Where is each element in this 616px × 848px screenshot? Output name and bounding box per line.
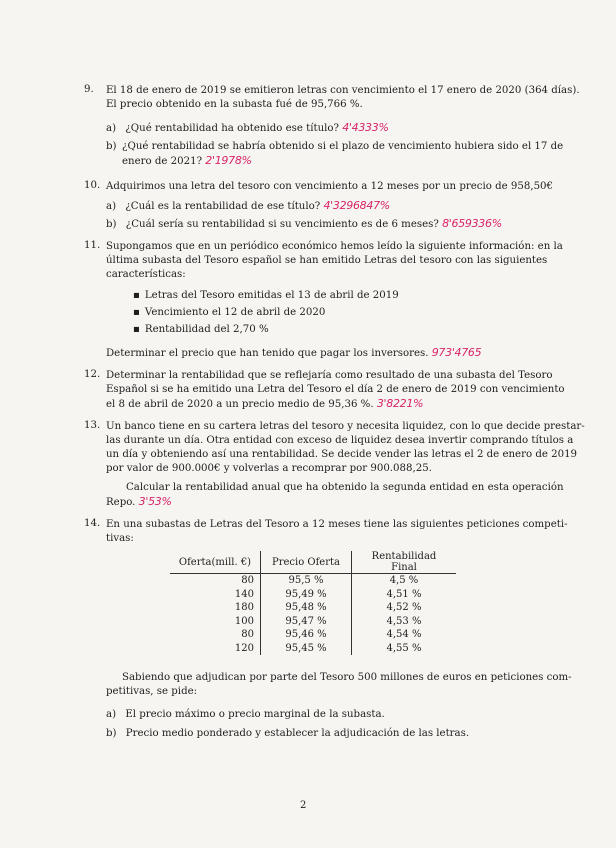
q14-part-a xyxy=(106,708,385,722)
cell-oferta: 140 xyxy=(170,588,261,602)
cell-rentabilidad: 4,5 % xyxy=(389,575,419,587)
cell-precio: 95,49 % xyxy=(261,588,352,602)
q9-line1: El 18 de enero de 2019 se emitieron letras con vencimiento el 17 enero de 2020 (364 días). xyxy=(106,85,580,96)
q9-part-b-line2 xyxy=(122,154,252,169)
cell-precio: 95,45 % xyxy=(261,642,352,656)
q12-line3: el 8 de abril de 2020 a un precio medio de 95,36 %. xyxy=(106,399,374,410)
q9-number: 9. xyxy=(84,84,94,95)
q14-b-label: b) xyxy=(106,728,117,739)
q10-b-text: ¿Cuál sería su rentabilidad si su vencimiento es de 6 meses? xyxy=(125,219,439,230)
header-rentabilidad-final: Rentabilidad Final xyxy=(352,551,457,574)
q11-closing: Determinar el precio que han tenido que pagar los inversores. xyxy=(106,348,429,359)
q9-a-handwritten-answer: 4'4333% xyxy=(342,121,389,134)
q11-line2: última subasta del Tesoro español se han emitido Letras del tesoro con las siguientes xyxy=(106,255,548,266)
cell-precio: 95,47 % xyxy=(261,615,352,629)
q9-a-text: ¿Qué rentabilidad ha obtenido ese título? xyxy=(125,123,339,134)
q14-line1: En una subastas de Letras del Tesoro a 12 meses tiene las siguientes peticiones competi- xyxy=(106,519,568,530)
q11-bullet2: ▪ Vencimiento el 12 de abril de 2020 xyxy=(133,306,325,320)
cell-precio: 95,5 % xyxy=(261,574,352,588)
q11-handwritten-answer: 973'4765 xyxy=(431,346,482,359)
table-row xyxy=(170,642,456,656)
q12-line2: Español si se ha emitido una Letra del Tesoro el día 2 de enero de 2019 con vencimiento xyxy=(106,384,565,395)
cell-oferta: 100 xyxy=(170,615,261,629)
bids-table xyxy=(170,551,456,655)
q10-part-a xyxy=(106,199,390,214)
cell-oferta: 180 xyxy=(170,601,261,615)
q14-number: 14. xyxy=(84,518,101,529)
q14-a-text: El precio máximo o precio marginal de la subasta. xyxy=(125,709,385,720)
q14-a-label: a) xyxy=(106,709,117,720)
q10-a-handwritten-answer: 4'3296847% xyxy=(323,199,390,212)
q13-line1: Un banco tiene en su cartera letras del tesoro y necesita liquidez, con lo que decide prestar- xyxy=(106,421,585,432)
cell-rentabilidad: 4,55 % xyxy=(386,642,422,654)
q14-intro-line2: petitivas, se pide: xyxy=(106,686,198,697)
q10-b-handwritten-answer: 8'659336% xyxy=(442,217,502,230)
table-row xyxy=(170,628,456,642)
q12-number: 12. xyxy=(84,369,101,380)
q10-line1: Adquirimos una letra del tesoro con vencimiento a 12 meses por un precio de 958,50€ xyxy=(106,181,554,192)
q9-b-line2: enero de 2021? xyxy=(122,156,203,167)
q11-line3: características: xyxy=(106,269,186,280)
q9-b-label: b) xyxy=(106,141,117,152)
q9-a-label: a) xyxy=(106,123,117,134)
q9-part-a xyxy=(106,121,389,136)
q14-part-b xyxy=(106,727,469,741)
q13-line3: un día y obteniendo así una rentabilidad. Se decide vender las letras el 2 de enero de 2019 xyxy=(106,449,578,460)
cell-oferta: 80 xyxy=(170,574,261,588)
q11-number: 11. xyxy=(84,240,101,251)
q9-line2: El precio obtenido en la subasta fué de 95,766 %. xyxy=(106,99,363,110)
q13-calc-line2-wrap xyxy=(106,495,172,510)
cell-rentabilidad: 4,54 % xyxy=(386,629,422,641)
q12-line1: Determinar la rentabilidad que se reflejaría como resultado de una subasta del Tesoro xyxy=(106,370,553,381)
cell-precio: 95,46 % xyxy=(261,628,352,642)
table-row xyxy=(170,601,456,615)
header-oferta: Oferta(mill. €) xyxy=(170,551,261,574)
q11-bullet3: ▪ Rentabilidad del 2,70 % xyxy=(133,323,269,337)
q10-a-text: ¿Cuál es la rentabilidad de ese título? xyxy=(125,201,321,212)
q13-calc-line2: Repo. xyxy=(106,497,136,508)
header-precio-oferta: Precio Oferta xyxy=(261,551,352,574)
page-number: 2 xyxy=(300,800,307,811)
q11-line1: Supongamos que en un periódico económico hemos leído la siguiente información: en la xyxy=(106,241,563,252)
q10-number: 10. xyxy=(84,180,101,191)
bids-table-header-row xyxy=(170,551,456,574)
q13-line2: las durante un día. Otra entidad con exceso de liquidez desea invertir comprando títulos a xyxy=(106,435,574,446)
q10-b-label: b) xyxy=(106,219,117,230)
cell-oferta: 120 xyxy=(170,642,261,656)
q11-closing-line xyxy=(106,346,481,361)
q12-line3-wrap xyxy=(106,397,423,412)
q12-handwritten-answer: 3'8221% xyxy=(376,397,424,410)
table-row xyxy=(170,615,456,629)
cell-rentabilidad: 4,52 % xyxy=(386,602,422,614)
q10-a-label: a) xyxy=(106,201,117,212)
q9-b-line1: ¿Qué rentabilidad se habría obtenido si el plazo de vencimiento hubiera sido el 17 de xyxy=(122,141,564,152)
q13-number: 13. xyxy=(84,420,101,431)
table-row xyxy=(170,588,456,602)
cell-rentabilidad: 4,51 % xyxy=(386,588,422,600)
q14-line2: tivas: xyxy=(106,533,134,544)
q13-handwritten-answer: 3'53% xyxy=(138,495,172,508)
q13-line4: por valor de 900.000€ y volverlas a recomprar por 900.088,25. xyxy=(106,463,432,474)
q9-b-handwritten-answer: 2'1978% xyxy=(205,154,252,167)
cell-precio: 95,48 % xyxy=(261,601,352,615)
q11-bullet1: ▪ Letras del Tesoro emitidas el 13 de abril de 2019 xyxy=(133,289,399,303)
q14-intro-line1: Sabiendo que adjudican por parte del Tesoro 500 millones de euros en peticiones com- xyxy=(122,672,572,683)
table-row xyxy=(170,574,456,588)
q14-b-text: Precio medio ponderado y establecer la adjudicación de las letras. xyxy=(125,728,470,739)
q13-calc-line1: Calcular la rentabilidad anual que ha obtenido la segunda entidad en esta operación xyxy=(126,482,564,493)
cell-oferta: 80 xyxy=(170,628,261,642)
cell-rentabilidad: 4,53 % xyxy=(386,615,422,627)
q10-part-b xyxy=(106,217,502,232)
